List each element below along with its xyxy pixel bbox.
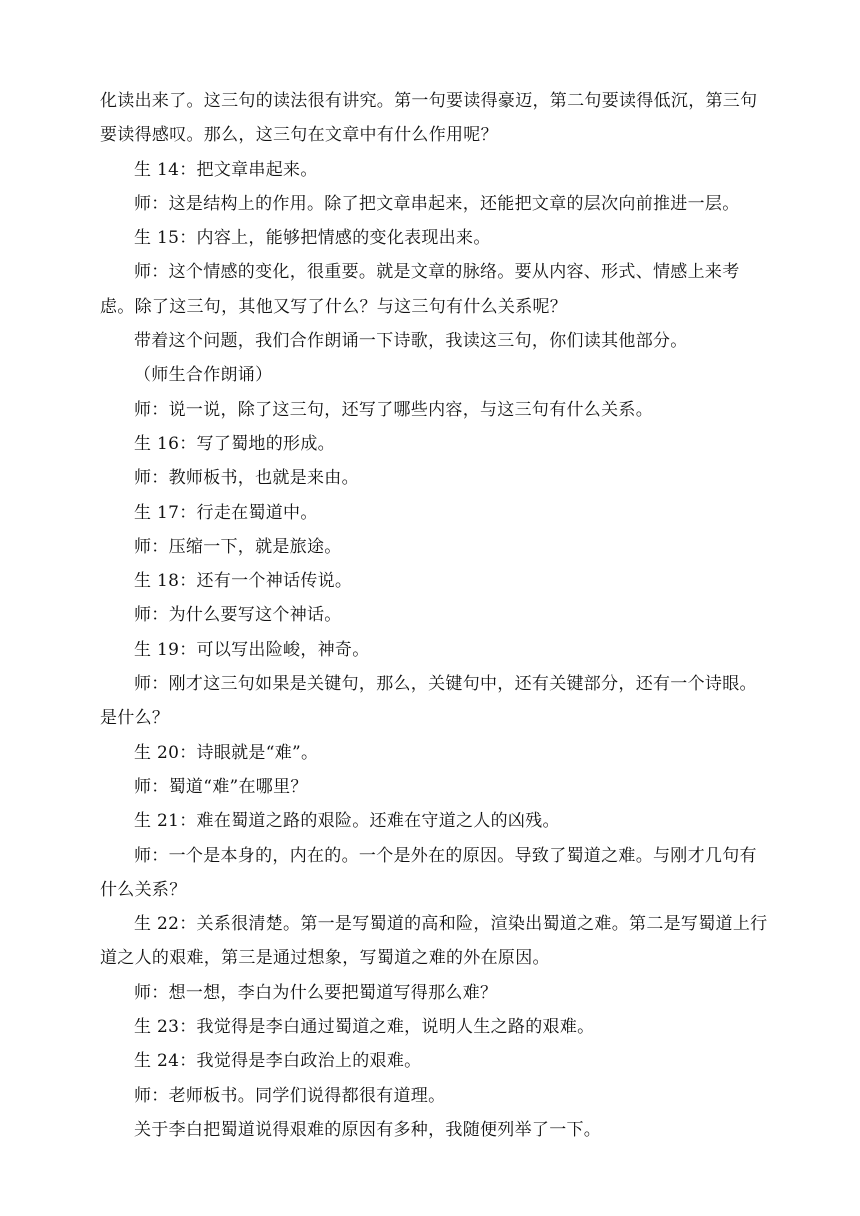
paragraph-student-17: 生 17：行走在蜀道中。 (134, 502, 318, 523)
paragraph-student-24: 生 24：我觉得是李白政治上的艰难。 (134, 1051, 422, 1072)
paragraph-student-16: 生 16：写了蜀地的形成。 (134, 433, 335, 454)
paragraph-teacher-question: 师：说一说，除了这三句，还写了哪些内容，与这三句有什么关系。 (134, 399, 653, 420)
paragraph-student-14: 生 14：把文章串起来。 (134, 159, 318, 180)
paragraph-teacher-internal-external: 师：一个是本身的，内在的。一个是外在的原因。导致了蜀道之难。与刚才几句有什么关系？ (100, 845, 757, 900)
paragraph-student-19: 生 19：可以写出险峻，神奇。 (134, 639, 370, 660)
paragraph-teacher-emotion: 师：这个情感的变化，很重要。就是文章的脉络。要从内容、形式、情感上来考虑。除了这三句，其他又写了什么？与这三句有什么关系呢？ (100, 262, 740, 317)
paragraph-teacher-structure: 师：这是结构上的作用。除了把文章串起来，还能把文章的层次向前推进一层。 (134, 193, 740, 214)
paragraph-student-22: 生 22：关系很清楚。第一是写蜀道的高和险，渲染出蜀道之难。第二是写蜀道上行道之人的艰难，第三是通过想象，写蜀道之难的外在原因。 (100, 914, 768, 969)
paragraph-teacher-why: 师：想一想，李白为什么要把蜀道写得那么难？ (134, 982, 498, 1003)
paragraph-teacher-board: 师：老师板书。同学们说得都很有道理。 (134, 1085, 446, 1106)
paragraph-student-21: 生 21：难在蜀道之路的艰险。还难在守道之人的凶残。 (134, 811, 560, 832)
paragraph-teacher-where-difficult: 师：蜀道“难”在哪里？ (134, 776, 308, 797)
paragraph-teacher-poem-eye: 师：刚才这三句如果是关键句，那么，关键句中，还有关键部分，还有一个诗眼。是什么？ (100, 674, 757, 729)
paragraph-student-18: 生 18：还有一个神话传说。 (134, 571, 353, 592)
paragraph-student-15: 生 15：内容上，能够把情感的变化表现出来。 (134, 228, 491, 249)
paragraph-teacher-journey: 师：压缩一下，就是旅途。 (134, 536, 342, 557)
paragraph-teacher-origin: 师：教师板书，也就是来由。 (134, 468, 359, 489)
paragraph-reasons-intro: 关于李白把蜀道说得艰难的原因有多种，我随便列举了一下。 (134, 1119, 602, 1140)
paragraph-student-23: 生 23：我觉得是李白通过蜀道之难，说明人生之路的艰难。 (134, 1017, 595, 1038)
paragraph-continued: 化读出来了。这三句的读法很有讲究。第一句要读得豪迈，第二句要读得低沉，第三句要读得感叹。那么，这三句在文章中有什么作用呢？ (100, 91, 758, 146)
document-body (100, 84, 768, 1147)
paragraph-stage-direction: （师生合作朗诵） (134, 365, 273, 386)
paragraph-student-20: 生 20：诗眼就是“难”。 (134, 742, 319, 763)
paragraph-recitation-intro: 带着这个问题，我们合作朗诵一下诗歌，我读这三句，你们读其他部分。 (134, 331, 688, 352)
paragraph-teacher-myth: 师：为什么要写这个神话。 (134, 605, 342, 626)
